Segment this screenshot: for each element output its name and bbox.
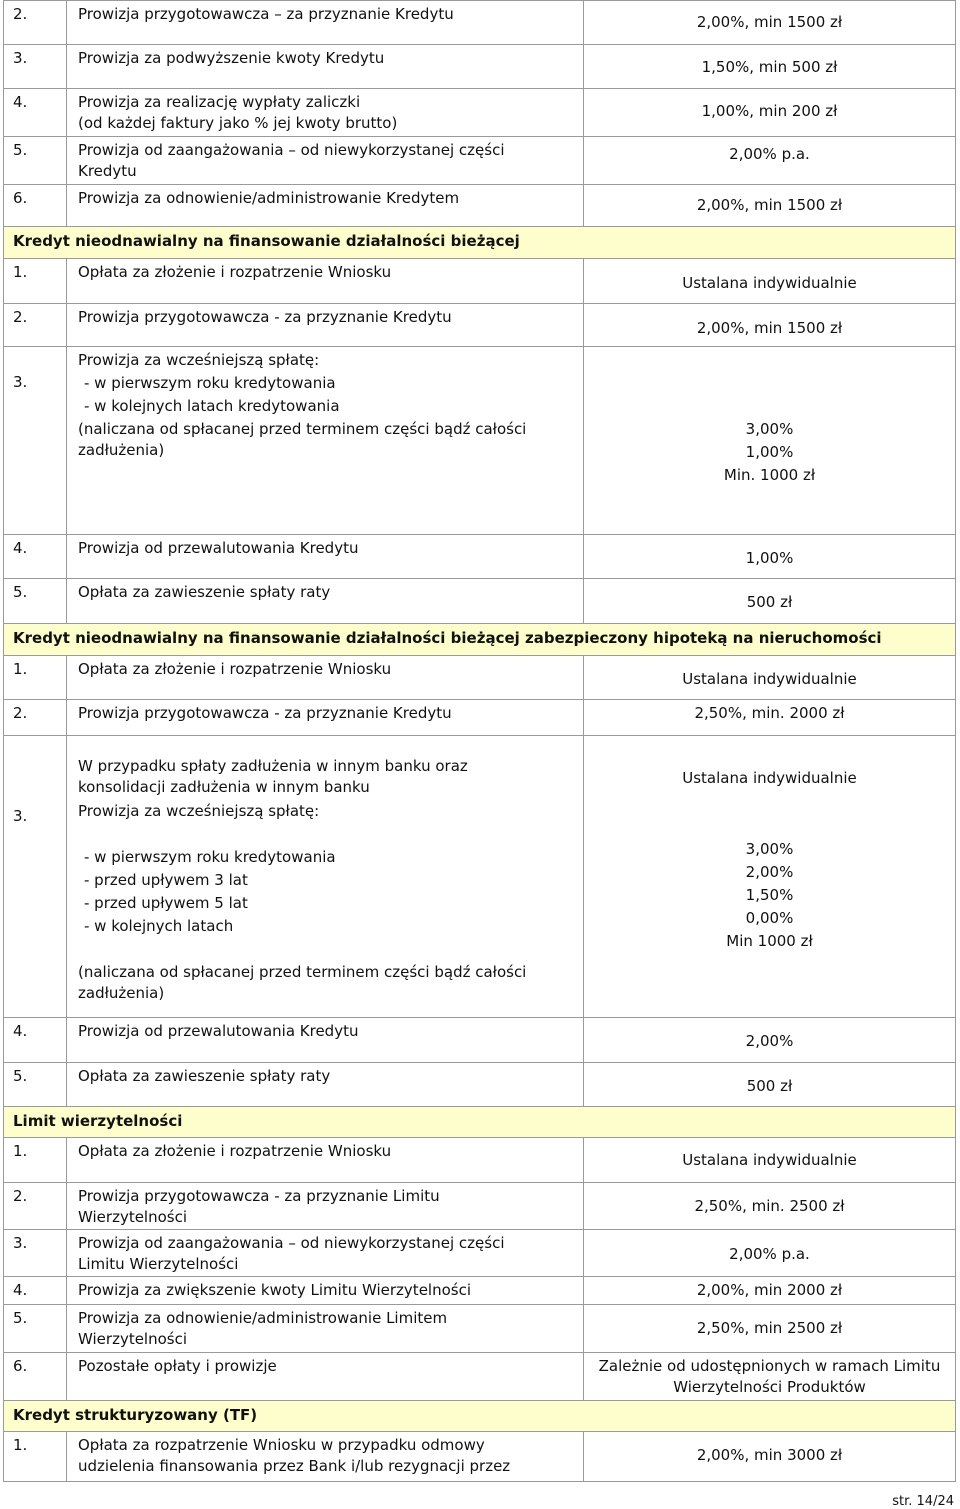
- row-description: Prowizja przygotowawcza - za przyznanie Kredytu: [67, 700, 584, 736]
- description-line: Prowizja przygotowawcza - za przyznanie Limitu: [78, 1187, 440, 1205]
- fee-table: [3, 0, 956, 1482]
- row-value: Ustalana indywidualnie: [584, 656, 956, 700]
- description-line: Wierzytelności: [78, 1208, 188, 1226]
- section-header: [4, 227, 956, 259]
- description-line: Prowizja za wcześniejszą spłatę:: [78, 802, 320, 820]
- row-description: Pozostałe opłaty i prowizje: [67, 1353, 584, 1401]
- table-row: [4, 259, 956, 304]
- table-row: [4, 45, 956, 89]
- row-number: 4.: [4, 535, 67, 579]
- table-row: [4, 347, 956, 535]
- row-number: 2.: [4, 304, 67, 347]
- description-line: konsolidacji zadłużenia w innym banku: [78, 778, 370, 796]
- table-row: [4, 304, 956, 347]
- row-number: 1.: [4, 656, 67, 700]
- row-description: [67, 1432, 584, 1482]
- value-line: Min. 1000 zł: [723, 466, 816, 484]
- row-values: [584, 736, 956, 1018]
- table-row: [4, 1138, 956, 1183]
- row-number: 3.: [4, 347, 67, 535]
- table-row: [4, 1, 956, 45]
- section-header: [4, 1107, 956, 1138]
- row-description: [67, 89, 584, 137]
- row-value: 2,50%, min 2500 zł: [584, 1305, 956, 1353]
- description-line: - w kolejnych latach kredytowania: [84, 397, 340, 415]
- row-number: 4.: [4, 1277, 67, 1305]
- row-number: 6.: [4, 185, 67, 227]
- fee-table-page: [3, 0, 956, 1482]
- value-line: 1,50%: [745, 886, 794, 904]
- row-description: Prowizja od przewalutowania Kredytu: [67, 535, 584, 579]
- table-row: [4, 1230, 956, 1277]
- row-value: 2,00%, min 3000 zł: [584, 1432, 956, 1482]
- row-value: 2,00%: [584, 1018, 956, 1063]
- row-value: 2,00% p.a.: [584, 1230, 956, 1277]
- section-title: Limit wierzytelności: [4, 1107, 956, 1138]
- row-description: [67, 1183, 584, 1230]
- table-row: [4, 1018, 956, 1063]
- table-row: [4, 700, 956, 736]
- table-row: [4, 1305, 956, 1353]
- value-line: 3,00%: [745, 840, 794, 858]
- description-line: W przypadku spłaty zadłużenia w innym banku oraz: [78, 757, 468, 775]
- row-value: 1,50%, min 500 zł: [584, 45, 956, 89]
- row-description: Prowizja przygotowawcza - za przyznanie Kredytu: [67, 304, 584, 347]
- row-value: 2,00%, min 1500 zł: [584, 185, 956, 227]
- row-number: 2.: [4, 1, 67, 45]
- row-description: [67, 137, 584, 185]
- table-row: [4, 1432, 956, 1482]
- description-line: (naliczana od spłacanej przed terminem części bądź całości: [78, 420, 527, 438]
- row-number: 3.: [4, 736, 67, 1018]
- table-row: [4, 656, 956, 700]
- value-line: Ustalana indywidualnie: [682, 769, 857, 787]
- page-number: str. 14/24: [892, 1494, 954, 1509]
- description-line: Wierzytelności: [78, 1330, 188, 1348]
- description-line: - w kolejnych latach: [84, 917, 234, 935]
- row-value: 1,00%, min 200 zł: [584, 89, 956, 137]
- value-line: 0,00%: [745, 909, 794, 927]
- row-description: Opłata za zawieszenie spłaty raty: [67, 579, 584, 624]
- table-row: [4, 185, 956, 227]
- section-title: Kredyt nieodnawialny na finansowanie działalności bieżącej zabezpieczony hipoteką na nieruchomości: [4, 624, 956, 656]
- description-line: zadłużenia): [78, 441, 165, 459]
- table-row: [4, 89, 956, 137]
- row-number: 1.: [4, 259, 67, 304]
- value-line: Wierzytelności Produktów: [673, 1378, 866, 1396]
- table-row: [4, 1353, 956, 1401]
- value-line: Min 1000 zł: [726, 932, 813, 950]
- description-line: Prowizja za odnowienie/administrowanie Limitem: [78, 1309, 448, 1327]
- description-line: - w pierwszym roku kredytowania: [84, 374, 336, 392]
- row-description: Opłata za złożenie i rozpatrzenie Wniosku: [67, 656, 584, 700]
- section-title: Kredyt strukturyzowany (TF): [4, 1401, 956, 1432]
- row-number: 3.: [4, 1230, 67, 1277]
- row-value: 500 zł: [584, 579, 956, 624]
- description-line: (od każdej faktury jako % jej kwoty brutto): [78, 114, 398, 132]
- description-line: - w pierwszym roku kredytowania: [84, 848, 336, 866]
- description-line: - przed upływem 3 lat: [84, 871, 248, 889]
- description-line: udzielenia finansowania przez Bank i/lub rezygnacji przez: [78, 1457, 511, 1475]
- row-description: Prowizja za odnowienie/administrowanie Kredytem: [67, 185, 584, 227]
- row-value: Ustalana indywidualnie: [584, 1138, 956, 1183]
- row-value: Ustalana indywidualnie: [584, 259, 956, 304]
- row-value: 500 zł: [584, 1063, 956, 1107]
- row-description: Prowizja za zwiększenie kwoty Limitu Wierzytelności: [67, 1277, 584, 1305]
- table-row: [4, 736, 956, 1018]
- value-line: 1,00%: [745, 443, 794, 461]
- section-header: [4, 1401, 956, 1432]
- row-description: [67, 1305, 584, 1353]
- row-number: 4.: [4, 89, 67, 137]
- row-value: 2,00% p.a.: [584, 137, 956, 185]
- row-number: 2.: [4, 700, 67, 736]
- description-line: Kredytu: [78, 162, 137, 180]
- section-header: [4, 624, 956, 656]
- table-row: [4, 137, 956, 185]
- row-value: 2,00%, min 1500 zł: [584, 304, 956, 347]
- row-number: 4.: [4, 1018, 67, 1063]
- description-line: Prowizja od zaangażowania – od niewykorzystanej części: [78, 1234, 505, 1252]
- value-line: Zależnie od udostępnionych w ramach Limitu: [598, 1357, 941, 1375]
- description-line: Prowizja od zaangażowania – od niewykorzystanej części: [78, 141, 505, 159]
- value-line: 2,00%: [745, 863, 794, 881]
- row-description: Prowizja od przewalutowania Kredytu: [67, 1018, 584, 1063]
- row-value: 2,00%, min 1500 zł: [584, 1, 956, 45]
- row-description: Opłata za złożenie i rozpatrzenie Wniosku: [67, 1138, 584, 1183]
- row-number: 5.: [4, 579, 67, 624]
- row-number: 5.: [4, 137, 67, 185]
- row-number: 2.: [4, 1183, 67, 1230]
- row-number: 6.: [4, 1353, 67, 1401]
- description-line: Opłata za rozpatrzenie Wniosku w przypadku odmowy: [78, 1436, 485, 1454]
- row-description: Prowizja przygotowawcza – za przyznanie Kredytu: [67, 1, 584, 45]
- row-number: 1.: [4, 1138, 67, 1183]
- row-number: 3.: [4, 45, 67, 89]
- description-line: Limitu Wierzytelności: [78, 1255, 239, 1273]
- row-description: Opłata za zawieszenie spłaty raty: [67, 1063, 584, 1107]
- row-description: [67, 347, 584, 535]
- description-line: (naliczana od spłacanej przed terminem części bądź całości: [78, 963, 527, 981]
- row-description: Opłata za złożenie i rozpatrzenie Wniosku: [67, 259, 584, 304]
- description-line: Prowizja za wcześniejszą spłatę:: [78, 351, 320, 369]
- table-row: [4, 579, 956, 624]
- row-value: 2,50%, min. 2000 zł: [584, 700, 956, 736]
- description-line: zadłużenia): [78, 984, 165, 1002]
- table-row: [4, 1277, 956, 1305]
- row-value: [584, 1353, 956, 1401]
- row-value: 2,50%, min. 2500 zł: [584, 1183, 956, 1230]
- row-description: [67, 1230, 584, 1277]
- row-number: 5.: [4, 1305, 67, 1353]
- table-row: [4, 535, 956, 579]
- description-line: Prowizja za realizację wypłaty zaliczki: [78, 93, 361, 111]
- row-number: 1.: [4, 1432, 67, 1482]
- row-value: 1,00%: [584, 535, 956, 579]
- section-title: Kredyt nieodnawialny na finansowanie działalności bieżącej: [4, 227, 956, 259]
- table-row: [4, 1063, 956, 1107]
- row-description: Prowizja za podwyższenie kwoty Kredytu: [67, 45, 584, 89]
- description-line: - przed upływem 5 lat: [84, 894, 248, 912]
- value-line: 3,00%: [745, 420, 794, 438]
- row-values: [584, 347, 956, 535]
- row-description: [67, 736, 584, 1018]
- row-number: 5.: [4, 1063, 67, 1107]
- table-row: [4, 1183, 956, 1230]
- row-value: 2,00%, min 2000 zł: [584, 1277, 956, 1305]
